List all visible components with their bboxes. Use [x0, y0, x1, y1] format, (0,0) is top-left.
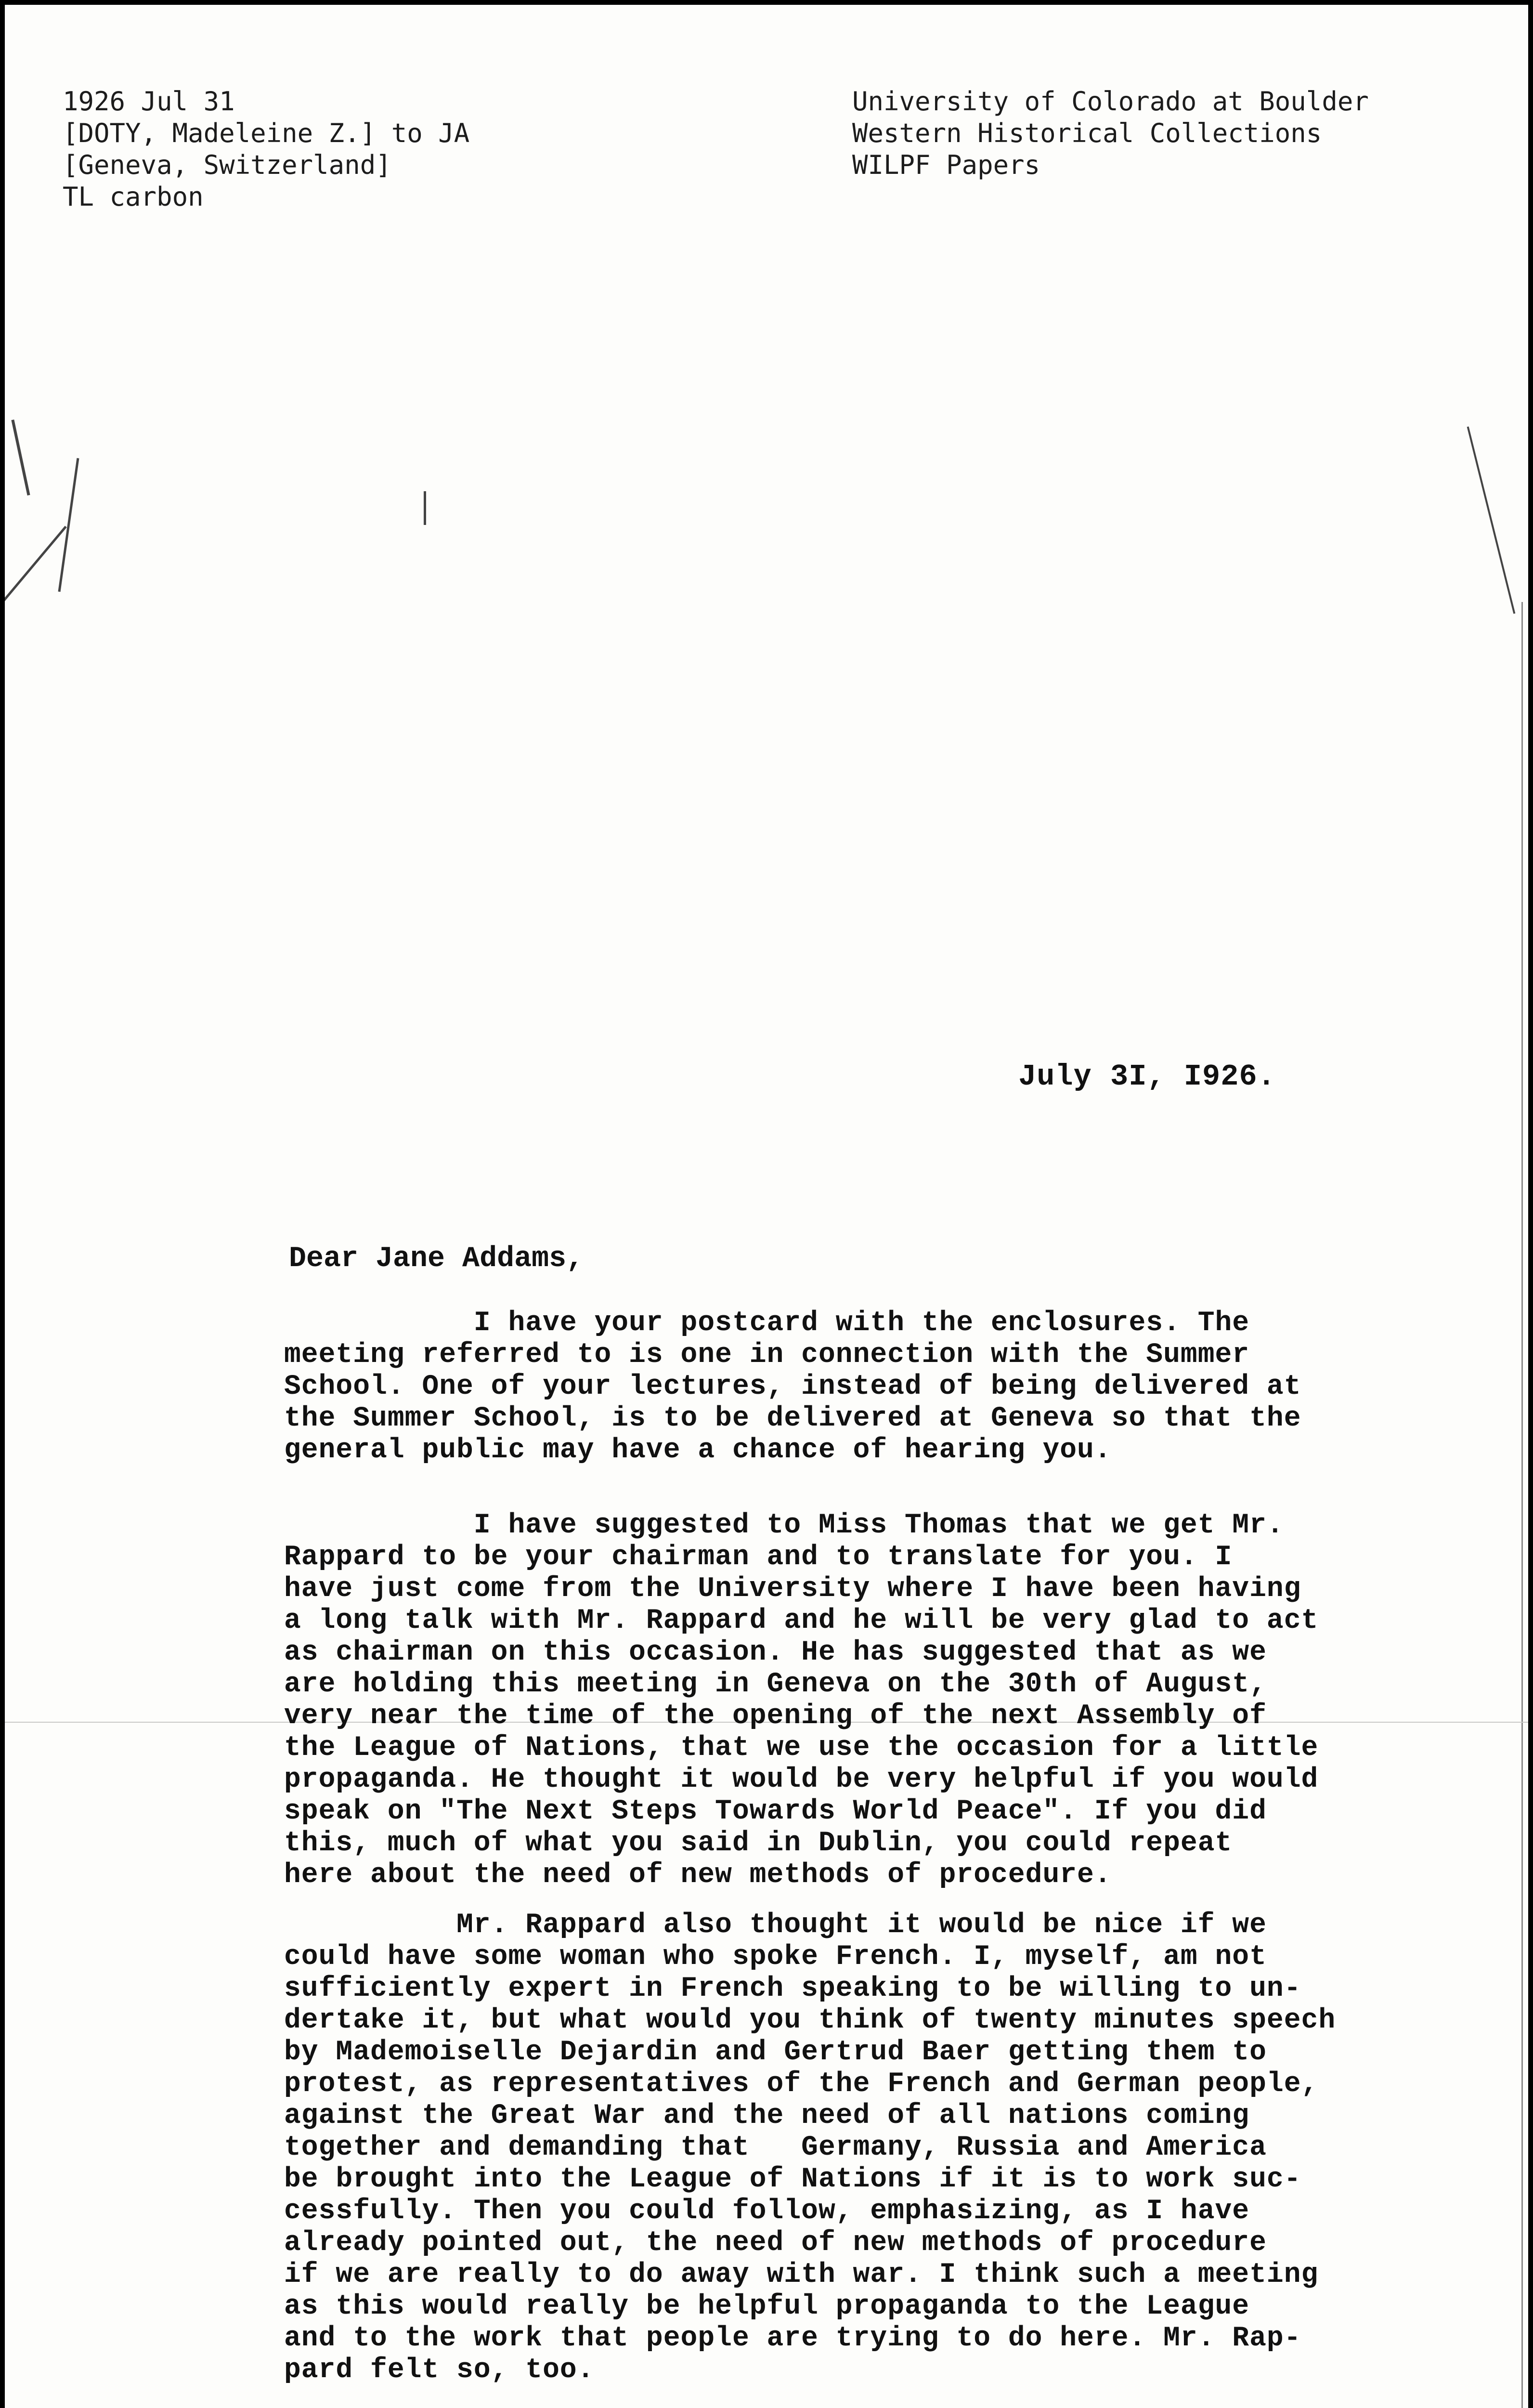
- text-line: could have some woman who spoke French. I, myself, am not: [284, 1941, 1267, 1973]
- metadata-place: [Geneva, Switzerland]: [63, 150, 391, 180]
- archive-metadata: [63, 86, 469, 213]
- text-line: I have suggested to Miss Thomas that we get Mr.: [284, 1510, 1284, 1541]
- text-line: a long talk with Mr. Rappard and he will be very glad to act: [284, 1605, 1319, 1636]
- text-line: Rappard to be your chairman and to translate for you. I: [284, 1542, 1233, 1573]
- text-line: the League of Nations, that we use the occasion for a little: [284, 1732, 1319, 1764]
- text-line: protest, as representatives of the French and German people,: [284, 2068, 1319, 2100]
- text-line: if we are really to do away with war. I think such a meeting: [284, 2259, 1319, 2290]
- text-line: speak on "The Next Steps Towards World Peace". If you did: [284, 1796, 1267, 1827]
- text-line: and to the work that people are trying to do here. Mr. Rap-: [284, 2323, 1301, 2354]
- letter-paragraph: [284, 1910, 1336, 2386]
- scan-mark: [58, 458, 79, 592]
- text-line: by Mademoiselle Dejardin and Gertrud Baer getting them to: [284, 2037, 1267, 2068]
- text-line: have just come from the University where I have been having: [284, 1573, 1301, 1605]
- scan-mark: [5, 526, 67, 601]
- scan-mark: [1467, 426, 1516, 614]
- scan-mark: [424, 491, 426, 525]
- scan-mark: [11, 419, 30, 496]
- text-line: meeting referred to is one in connection with the Summer: [284, 1339, 1250, 1371]
- text-line: very near the time of the opening of the next Assembly of: [284, 1701, 1267, 1732]
- archive-source: [852, 86, 1369, 181]
- text-line: general public may have a chance of hearing you.: [284, 1435, 1112, 1466]
- text-line: as chairman on this occasion. He has suggested that as we: [284, 1637, 1267, 1668]
- letter-paragraph: [284, 1510, 1318, 1891]
- text-line: School. One of your lectures, instead of being delivered at: [284, 1371, 1301, 1402]
- source-institution: University of Colorado at Boulder: [852, 86, 1369, 117]
- text-line: this, much of what you said in Dublin, you could repeat: [284, 1828, 1233, 1859]
- text-line: dertake it, but what would you think of twenty minutes speech: [284, 2005, 1336, 2036]
- text-line: are holding this meeting in Geneva on the 30th of August,: [284, 1669, 1267, 1700]
- letter-salutation: Dear Jane Addams,: [289, 1243, 584, 1275]
- text-line: as this would really be helpful propaganda to the League: [284, 2291, 1250, 2322]
- text-line: sufficiently expert in French speaking to be willing to un-: [284, 1973, 1301, 2004]
- text-line: propaganda. He thought it would be very helpful if you would: [284, 1764, 1319, 1795]
- document-page: [5, 5, 1528, 2408]
- letter-date: July 3I, I926.: [1018, 1060, 1276, 1094]
- metadata-format: TL carbon: [63, 182, 204, 212]
- text-line: together and demanding that Germany, Russia and America: [284, 2132, 1267, 2163]
- source-collection: Western Historical Collections: [852, 118, 1322, 148]
- scan-edge: [1521, 602, 1523, 2408]
- text-line: the Summer School, is to be delivered at Geneva so that the: [284, 1403, 1301, 1434]
- text-line: I have your postcard with the enclosures. The: [284, 1308, 1250, 1339]
- text-line: already pointed out, the need of new methods of procedure: [284, 2227, 1267, 2259]
- text-line: cessfully. Then you could follow, emphasizing, as I have: [284, 2196, 1250, 2227]
- metadata-date: 1926 Jul 31: [63, 86, 235, 117]
- text-line: be brought into the League of Nations if it is to work suc-: [284, 2164, 1301, 2195]
- text-line: here about the need of new methods of procedure.: [284, 1859, 1112, 1891]
- letter-paragraph: [284, 1308, 1301, 1466]
- text-line: pard felt so, too.: [284, 2355, 595, 2386]
- source-papers: WILPF Papers: [852, 150, 1040, 180]
- text-line: against the Great War and the need of all nations coming: [284, 2100, 1250, 2132]
- text-line: Mr. Rappard also thought it would be nice if we: [284, 1910, 1267, 1941]
- metadata-correspondents: [DOTY, Madeleine Z.] to JA: [63, 118, 470, 148]
